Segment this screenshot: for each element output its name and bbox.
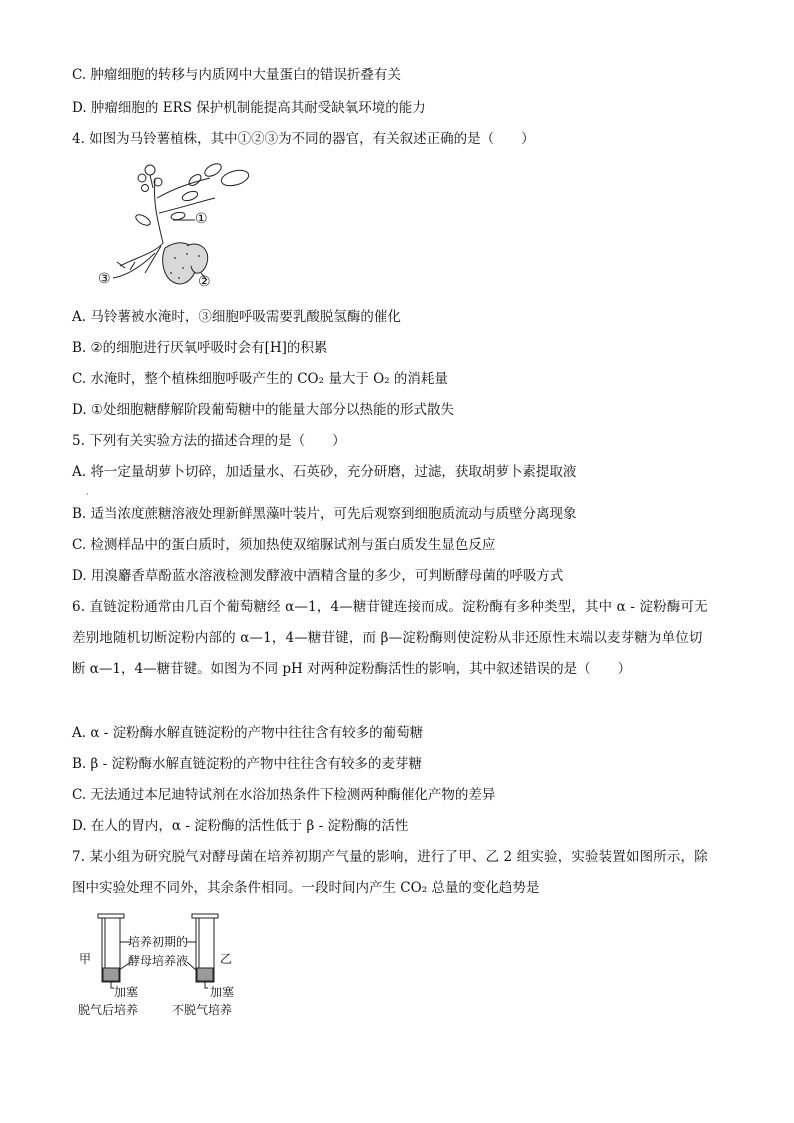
figure-label-organ-2: ② <box>198 274 211 290</box>
option-d-q3: D. 肿瘤细胞的 ERS 保护机制能提高其耐受缺氧环境的能力 <box>72 100 426 116</box>
caption-degassed: 脱气后培养 <box>78 1003 139 1017</box>
option-d-q4: D. ①处细胞糖酵解阶段葡萄糖中的能量大部分以热能的形式散失 <box>72 402 455 418</box>
question-5-stem: 5. 下列有关实验方法的描述合理的是（ ） <box>72 433 346 449</box>
option-a-q6: A. α - 淀粉酶水解直链淀粉的产物中往往含有较多的葡萄糖 <box>72 725 424 741</box>
question-6-stem-line2: 差别地随机切断淀粉内部的 α—1，4—糖苷键，而 β—淀粉酶则使淀粉从非还原性末端以麦芽糖为单位切 <box>72 630 703 646</box>
medium-label-line2: 酵母培养液 <box>128 954 189 968</box>
option-d-q5: D. 用溴麝香草酚蓝水溶液检测发酵液中酒精含量的多少，可判断酵母菌的呼吸方式 <box>72 568 564 584</box>
plug-label-right: 加塞 <box>210 985 235 999</box>
caption-not-degassed: 不脱气培养 <box>172 1003 233 1017</box>
stray-mark: · <box>86 490 89 499</box>
question-6-stem-line1: 6. 直链淀粉通常由几百个葡萄糖经 α—1，4—糖苷键连接而成。淀粉酶有多种类型，其中 α - 淀粉酶可无 <box>72 599 708 615</box>
option-a-q4: A. 马铃薯被水淹时，③细胞呼吸需要乳酸脱氢酶的催化 <box>72 309 401 325</box>
question-7-stem-line2: 图中实验处理不同外，其余条件相同。一段时间内产生 CO₂ 总量的变化趋势是 <box>72 880 540 896</box>
option-c-q5: C. 检测样品中的蛋白质时，须加热使双缩脲试剂与蛋白质发生显色反应 <box>72 537 496 553</box>
figure-label-organ-3: ③ <box>98 271 111 287</box>
option-d-q6: D. 在人的胃内，α - 淀粉酶的活性低于 β - 淀粉酶的活性 <box>72 818 409 834</box>
question-4-stem: 4. 如图为马铃薯植株，其中①②③为不同的器官，有关叙述正确的是（ ） <box>72 131 535 147</box>
option-c-q4: C. 水淹时，整个植株细胞呼吸产生的 CO₂ 量大于 O₂ 的消耗量 <box>72 371 448 387</box>
option-a-q5: A. 将一定量胡萝卜切碎，加适量水、石英砂，充分研磨，过滤，获取胡萝卜素提取液 <box>72 464 577 480</box>
question-6-stem-line3: 断 α—1，4—糖苷键。如图为不同 pH 对两种淀粉酶活性的影响，其中叙述错误的是（ ） <box>72 661 632 677</box>
option-b-q4: B. ②的细胞进行厌氧呼吸时会有[H]的积累 <box>72 340 328 356</box>
option-c-q6: C. 无法通过本尼迪特试剂在水浴加热条件下检测两种酶催化产物的差异 <box>72 787 496 803</box>
option-b-q5: B. 适当浓度蔗糖溶液处理新鲜黑藻叶装片，可先后观察到细胞质流动与质壁分离现象 <box>72 506 577 522</box>
potato-plant-figure <box>95 158 255 298</box>
question-7-stem-line1: 7. 某小组为研究脱气对酵母菌在培养初期产气量的影响，进行了甲、乙 2 组实验，实验装置如图所示，除 <box>72 849 708 865</box>
medium-label-line1: 培养初期的 <box>128 935 189 949</box>
figure-label-organ-1: ① <box>195 211 208 227</box>
tube-label-jia: 甲 <box>79 952 92 966</box>
plug-label-left: 加塞 <box>114 985 139 999</box>
tube-label-yi: 乙 <box>220 952 233 966</box>
option-b-q6: B. β - 淀粉酶水解直链淀粉的产物中往往含有较多的麦芽糖 <box>72 756 422 772</box>
option-c-q3: C. 肿瘤细胞的转移与内质网中大量蛋白的错误折叠有关 <box>72 67 401 83</box>
